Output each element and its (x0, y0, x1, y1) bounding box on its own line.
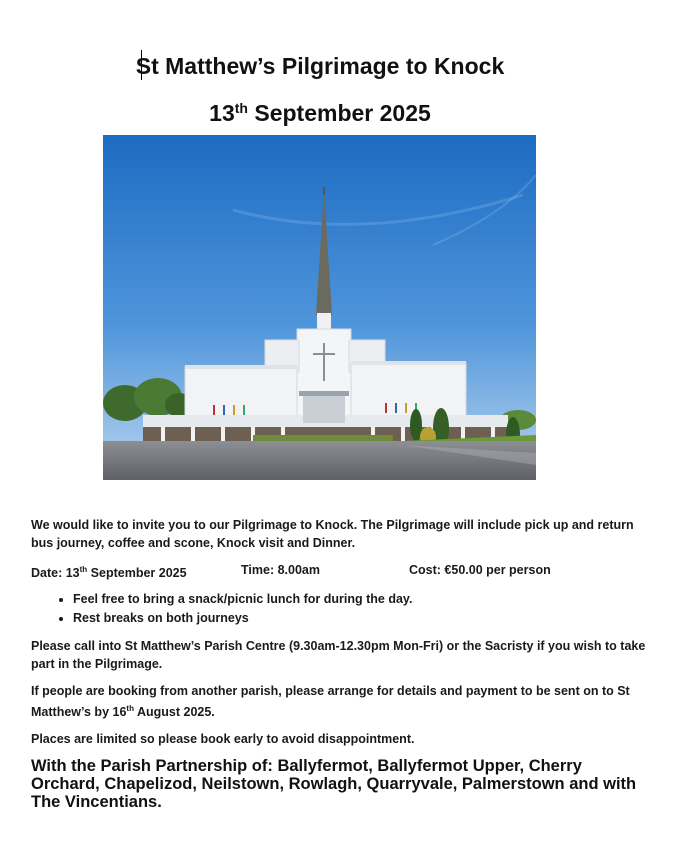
left-wing-roof (185, 365, 297, 369)
spire-cross (323, 187, 325, 195)
bullet-item: • Rest breaks on both journeys (73, 609, 651, 628)
event-date-heading (0, 94, 640, 127)
right-wing (351, 363, 466, 419)
page-title: St Matthew’s Pilgrimage to Knock (135, 53, 505, 79)
bullet-item: • Feel free to bring a snack/picnic lunch for during the day. (73, 590, 651, 609)
date-day: 13 (209, 100, 235, 126)
right-wing-roof (351, 361, 466, 365)
tower-cross-h (313, 353, 335, 355)
detail-date: Date: 13th September 2025 (31, 565, 187, 580)
other-parish-text: If people are booking from another parish, please arrange for details and payment to be sent on to St Matthew’s by 16th August 2025. (31, 684, 630, 719)
entrance-canopy (299, 391, 349, 396)
left-wing (185, 367, 297, 419)
entrance (303, 393, 345, 423)
details-row (31, 561, 651, 582)
detail-cost: Cost: €50.00 per person (409, 563, 551, 577)
bullet-list (31, 590, 651, 628)
forecourt (103, 441, 536, 480)
places-limited-text: Places are limited so please book early to avoid disappointment. (31, 732, 415, 746)
intro-text: We would like to invite you to our Pilgrimage to Knock. The Pilgrimage will include pick up and return bus journey, coffee and scone, Knock visit and Dinner. (31, 518, 634, 550)
flower-bed (253, 435, 393, 441)
body-content (31, 516, 651, 820)
detail-time: Time: 8.00am (241, 563, 320, 577)
spire-base (317, 313, 331, 331)
tower-cross-v (323, 343, 325, 381)
knock-basilica-photo (103, 135, 536, 480)
basilica-illustration (103, 135, 536, 480)
call-info-text: Please call into St Matthew’s Parish Centre (9.30am-12.30pm Mon-Fri) or the Sacristy if you wish to take part in the Pilgrimage. (31, 639, 646, 671)
date-suffix: th (234, 100, 248, 116)
date-rest: September 2025 (247, 100, 431, 126)
partnership-text: With the Parish Partnership of: Ballyfermot, Ballyfermot Upper, Cherry Orchard, Chapelizod, Neilstown, Rowlagh, Quarryvale, Palmerstown and with The Vincentians. (31, 757, 637, 811)
